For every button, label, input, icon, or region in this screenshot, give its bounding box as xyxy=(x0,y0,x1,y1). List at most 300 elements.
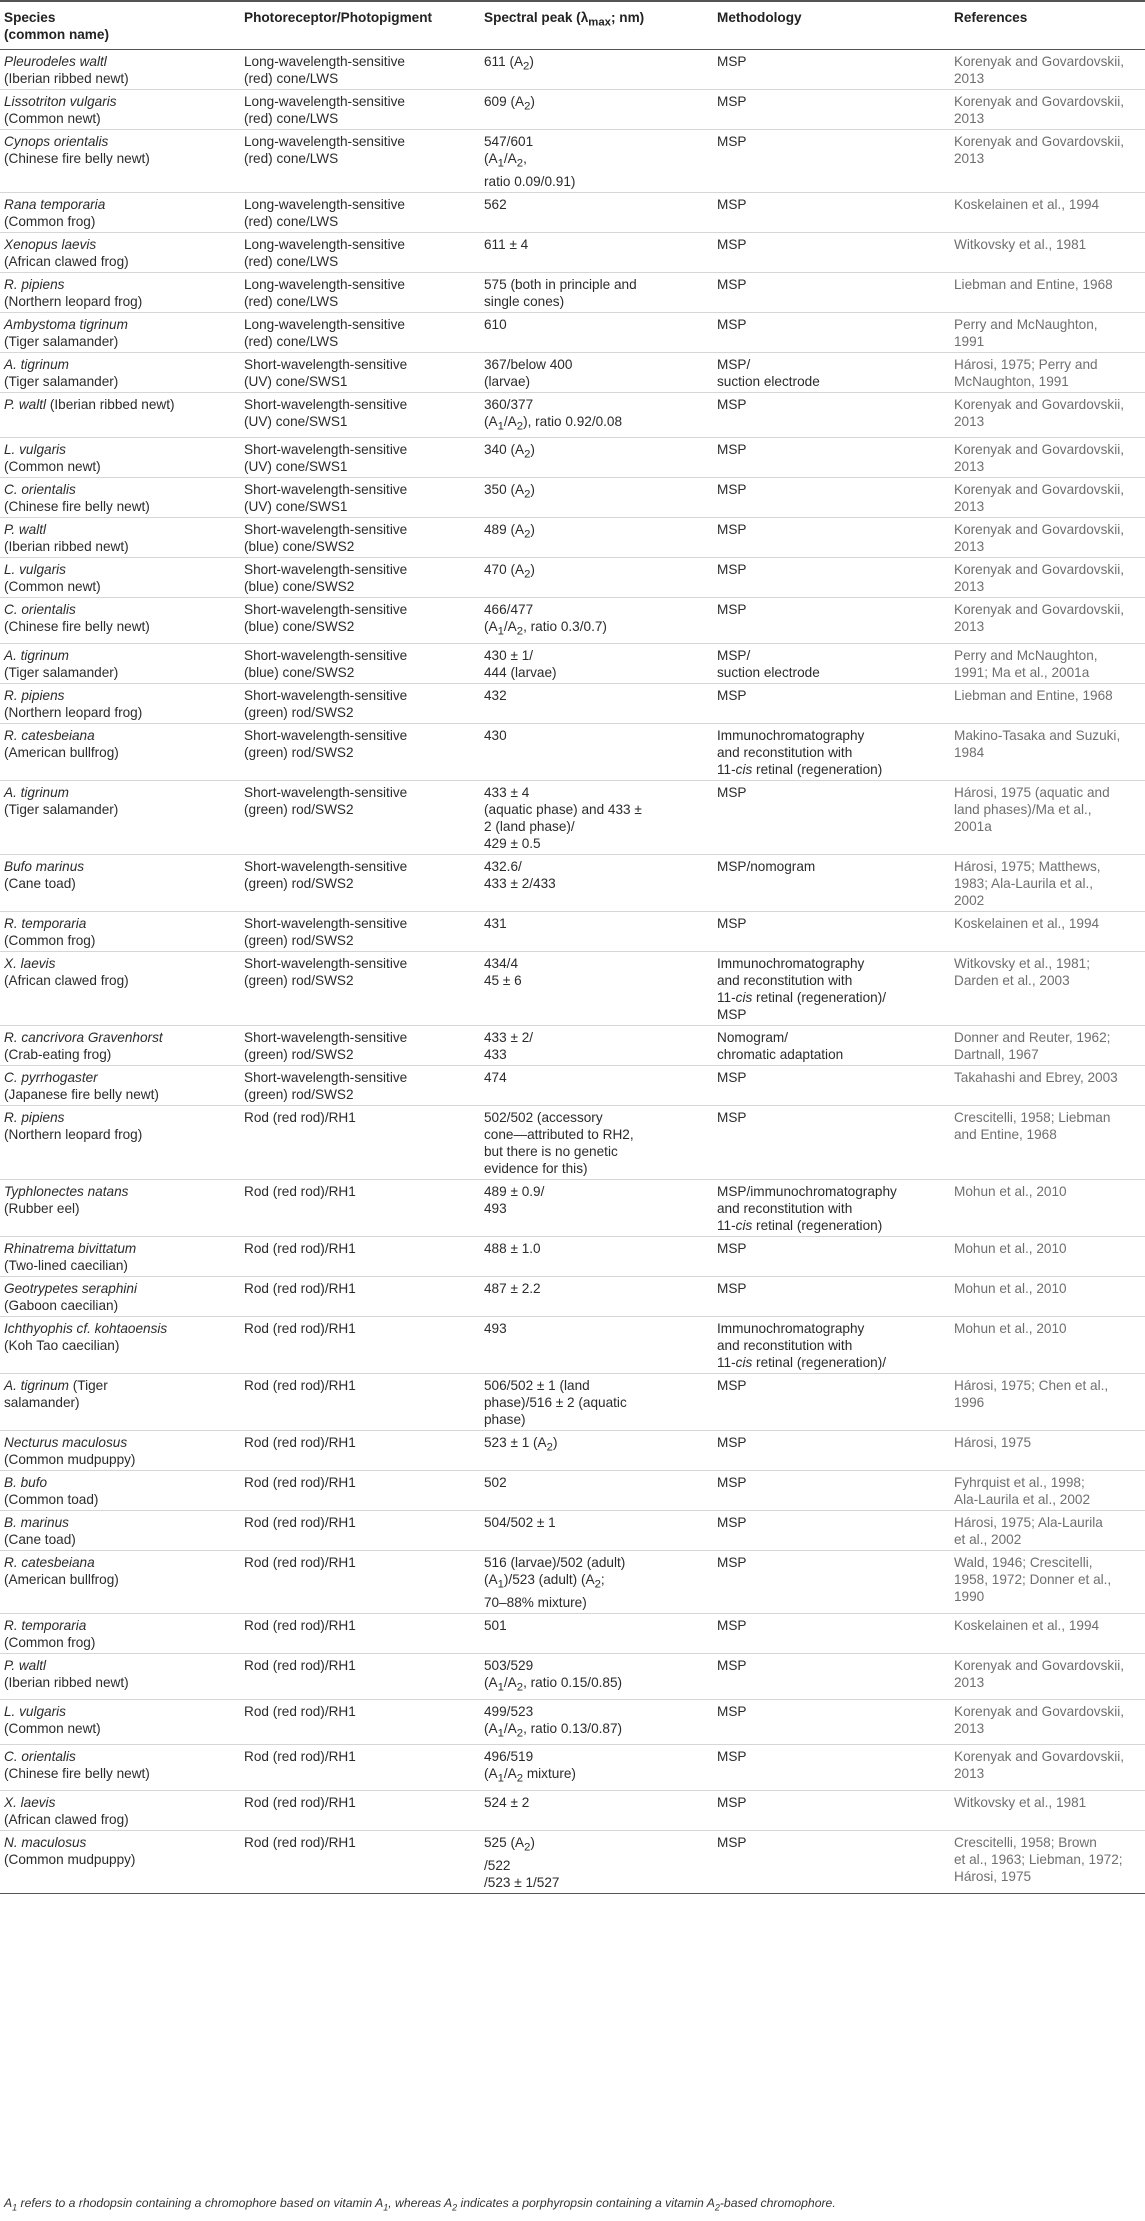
species-cell xyxy=(0,192,240,232)
spectral-peak-cell: 466/477 ($A_1/A_2$, ratio 0.3/0.7) xyxy=(480,598,713,644)
photoreceptor-cell: Long-wavelength-sensitive (red) cone/LWS xyxy=(240,192,480,232)
species-name: L. vulgaris xyxy=(4,562,66,578)
table-row xyxy=(0,724,1145,781)
species-name: Ambystoma tigrinum xyxy=(4,316,128,332)
species-name: P. waltl xyxy=(4,1657,47,1673)
spectral-peak-cell: 489 $(A_2)$ xyxy=(480,518,713,558)
table-row xyxy=(0,50,1145,90)
methodology-cell: MSP xyxy=(713,1613,950,1653)
species-name: P. waltl xyxy=(4,396,47,412)
spectral-peak-cell: 499/523 ($A_1/A_2$, ratio 0.13/0.87) xyxy=(480,1699,713,1745)
common-name: (African clawed frog) xyxy=(4,253,129,269)
common-name: (Iberian ribbed newt) xyxy=(49,396,175,412)
species-cell xyxy=(0,644,240,684)
species-name: C. orientalis xyxy=(4,602,76,618)
common-name: (Common frog) xyxy=(4,1634,96,1650)
species-cell xyxy=(0,518,240,558)
table-row xyxy=(0,684,1145,724)
common-name: (Common mudpuppy) xyxy=(4,1452,136,1468)
common-name: (Tiger salamander) xyxy=(4,665,119,681)
species-name: R. temporaria xyxy=(4,1617,87,1633)
spectral-peak-cell: 496/519 ($A_1/A_2$ mixture) xyxy=(480,1745,713,1791)
reference-cell: Hárosi, 1975; Perry and McNaughton, 1991 xyxy=(950,352,1145,392)
species-name: C. orientalis xyxy=(4,482,76,498)
species-name: N. maculosus xyxy=(4,1835,87,1851)
photoreceptor-cell: Rod (red rod)/RH1 xyxy=(240,1237,480,1277)
species-cell xyxy=(0,90,240,130)
species-name: Geotrypetes seraphini xyxy=(4,1281,137,1297)
photoreceptor-cell: Rod (red rod)/RH1 xyxy=(240,1745,480,1791)
spectral-peak-cell: 525 $(A_2)$ /522 /523 ± 1/527 xyxy=(480,1831,713,1894)
reference-cell: Korenyak and Govardovskii, 2013 xyxy=(950,598,1145,644)
species-cell xyxy=(0,272,240,312)
reference-cell: Hárosi, 1975 (aquatic and land phases)/Ma et al., 2001a xyxy=(950,781,1145,855)
reference-cell: Fyhrquist et al., 1998; Ala-Laurila et al., 2002 xyxy=(950,1471,1145,1511)
photoreceptor-cell: Long-wavelength-sensitive (red) cone/LWS xyxy=(240,50,480,90)
common-name: (Chinese fire belly newt) xyxy=(4,499,150,515)
spectral-peak-cell: 433 ± 2/ 433 xyxy=(480,1026,713,1066)
reference-cell: Donner and Reuter, 1962; Dartnall, 1967 xyxy=(950,1026,1145,1066)
common-name: (Common newt) xyxy=(4,459,101,475)
species-cell xyxy=(0,1237,240,1277)
header-species: Species (common name) xyxy=(0,1,240,50)
photoreceptor-cell: Short-wavelength-sensitive (green) rod/SWS2 xyxy=(240,781,480,855)
table-row xyxy=(0,644,1145,684)
photoreceptor-cell: Short-wavelength-sensitive (green) rod/SWS2 xyxy=(240,684,480,724)
methodology-cell: MSP xyxy=(713,1431,950,1471)
spectral-peak-cell: 493 xyxy=(480,1317,713,1374)
table-row xyxy=(0,1317,1145,1374)
reference-cell: Korenyak and Govardovskii, 2013 xyxy=(950,478,1145,518)
table-row xyxy=(0,192,1145,232)
methodology-cell: MSP xyxy=(713,50,950,90)
spectral-peak-cell: 350 $(A_2)$ xyxy=(480,478,713,518)
table-row xyxy=(0,1066,1145,1106)
methodology-cell: MSP/ suction electrode xyxy=(713,352,950,392)
spectral-peak-cell: 502/502 (accessory cone—attributed to RH2, but there is no genetic evidence for this) xyxy=(480,1106,713,1180)
methodology-cell: MSP xyxy=(713,90,950,130)
header-row xyxy=(0,1,1145,50)
methodology-cell: MSP xyxy=(713,1277,950,1317)
species-name: R. catesbeiana xyxy=(4,1555,95,1571)
reference-cell: Perry and McNaughton, 1991 xyxy=(950,312,1145,352)
spectral-peak-cell: 340 $(A_2)$ xyxy=(480,438,713,478)
photoreceptor-cell: Rod (red rod)/RH1 xyxy=(240,1471,480,1511)
species-cell xyxy=(0,1277,240,1317)
common-name: (Cane toad) xyxy=(4,1532,76,1548)
table-row xyxy=(0,518,1145,558)
photoreceptor-cell: Short-wavelength-sensitive (green) rod/SWS2 xyxy=(240,1066,480,1106)
spectral-peak-cell: 609 $(A_2)$ xyxy=(480,90,713,130)
species-cell xyxy=(0,598,240,644)
table-row xyxy=(0,1431,1145,1471)
common-name: (Cane toad) xyxy=(4,876,76,892)
photoreceptor-cell: Rod (red rod)/RH1 xyxy=(240,1831,480,1894)
species-name: Typhlonectes natans xyxy=(4,1184,129,1200)
common-name: (Iberian ribbed newt) xyxy=(4,539,129,555)
photoreceptor-cell: Short-wavelength-sensitive (UV) cone/SWS1 xyxy=(240,438,480,478)
common-name: (Common frog) xyxy=(4,933,96,949)
species-cell xyxy=(0,392,240,438)
species-name: R. catesbeiana xyxy=(4,728,95,744)
species-cell xyxy=(0,130,240,193)
spectral-peak-cell: 504/502 ± 1 xyxy=(480,1511,713,1551)
common-name: (Northern leopard frog) xyxy=(4,705,143,721)
methodology-cell: MSP xyxy=(713,1831,950,1894)
methodology-cell: Immunochromatography and reconstitution with 11-cis retinal (regeneration)/ MSP xyxy=(713,952,950,1026)
table-row xyxy=(0,478,1145,518)
common-name: (Rubber eel) xyxy=(4,1201,80,1217)
photoreceptor-cell: Rod (red rod)/RH1 xyxy=(240,1551,480,1614)
common-name: (Crab-eating frog) xyxy=(4,1047,112,1063)
photoreceptor-cell: Rod (red rod)/RH1 xyxy=(240,1180,480,1237)
photoreceptor-cell: Rod (red rod)/RH1 xyxy=(240,1699,480,1745)
common-name: (Two-lined caecilian) xyxy=(4,1258,128,1274)
species-cell xyxy=(0,1066,240,1106)
species-name: Lissotriton vulgaris xyxy=(4,94,117,109)
table-row xyxy=(0,438,1145,478)
reference-cell: Korenyak and Govardovskii, 2013 xyxy=(950,90,1145,130)
table-row xyxy=(0,1471,1145,1511)
species-cell xyxy=(0,352,240,392)
reference-cell: Crescitelli, 1958; Liebman and Entine, 1968 xyxy=(950,1106,1145,1180)
table-row xyxy=(0,598,1145,644)
species-name: X. laevis xyxy=(4,1795,56,1811)
methodology-cell: Immunochromatography and reconstitution with 11-cis retinal (regeneration)/ xyxy=(713,1317,950,1374)
spectral-peak-cell: 516 (larvae)/502 (adult) $(A_1)/523$ (adult) ($A_2$; 70–88% mixture) xyxy=(480,1551,713,1614)
spectral-peak-cell: 431 xyxy=(480,912,713,952)
reference-cell: Hárosi, 1975; Chen et al., 1996 xyxy=(950,1374,1145,1431)
species-name: Bufo marinus xyxy=(4,859,85,875)
species-cell xyxy=(0,1831,240,1894)
table-row xyxy=(0,1791,1145,1831)
table-row xyxy=(0,1277,1145,1317)
species-name: Ichthyophis cf. kohtaoensis xyxy=(4,1321,168,1337)
methodology-cell: MSP/ suction electrode xyxy=(713,644,950,684)
table-row xyxy=(0,952,1145,1026)
reference-cell: Hárosi, 1975; Matthews, 1983; Ala-Laurila et al., 2002 xyxy=(950,855,1145,912)
reference-cell: Liebman and Entine, 1968 xyxy=(950,684,1145,724)
methodology-cell: MSP xyxy=(713,272,950,312)
table-row xyxy=(0,232,1145,272)
methodology-cell: MSP xyxy=(713,1374,950,1431)
spectral-peak-cell: 506/502 ± 1 (land phase)/516 ± 2 (aquatic phase) xyxy=(480,1374,713,1431)
species-name: A. tigrinum xyxy=(4,1378,69,1394)
species-cell xyxy=(0,438,240,478)
common-name: (Tiger salamander) xyxy=(4,333,119,349)
spectral-peak-cell: 611 ± 4 xyxy=(480,232,713,272)
common-name: (Common newt) xyxy=(4,579,101,595)
photoreceptor-cell: Rod (red rod)/RH1 xyxy=(240,1106,480,1180)
reference-cell: Korenyak and Govardovskii, 2013 xyxy=(950,130,1145,193)
methodology-cell: MSP xyxy=(713,192,950,232)
species-cell xyxy=(0,855,240,912)
methodology-cell: MSP xyxy=(713,478,950,518)
table-row xyxy=(0,1511,1145,1551)
common-name: (Chinese fire belly newt) xyxy=(4,619,150,635)
species-cell xyxy=(0,1106,240,1180)
photoreceptor-cell: Short-wavelength-sensitive (green) rod/SWS2 xyxy=(240,724,480,781)
methodology-cell: MSP xyxy=(713,518,950,558)
species-name: Xenopus laevis xyxy=(4,236,97,252)
methodology-cell: Immunochromatography and reconstitution with 11-cis retinal (regeneration) xyxy=(713,724,950,781)
species-name: A. tigrinum xyxy=(4,648,69,664)
species-cell xyxy=(0,781,240,855)
reference-cell: Witkovsky et al., 1981; Darden et al., 2003 xyxy=(950,952,1145,1026)
spectral-peak-cell: 430 ± 1/ 444 (larvae) xyxy=(480,644,713,684)
species-cell xyxy=(0,478,240,518)
reference-cell: Korenyak and Govardovskii, 2013 xyxy=(950,438,1145,478)
table-row xyxy=(0,1374,1145,1431)
common-name: (Common toad) xyxy=(4,1492,99,1508)
photoreceptor-cell: Rod (red rod)/RH1 xyxy=(240,1317,480,1374)
photoreceptor-cell: Short-wavelength-sensitive (UV) cone/SWS1 xyxy=(240,392,480,438)
species-cell xyxy=(0,1026,240,1066)
methodology-cell: MSP xyxy=(713,598,950,644)
reference-cell: Koskelainen et al., 1994 xyxy=(950,1613,1145,1653)
table-footnote: $A_1$ refers to a rhodopsin containing a chromophore based on vitamin $A_1$, whereas $A_2$ indicates a porphyropsin containing a vitamin $A_2$-based chromophore. xyxy=(4,2196,836,2213)
species-name: P. waltl xyxy=(4,522,47,538)
common-name: (American bullfrog) xyxy=(4,745,119,761)
common-name: (Common newt) xyxy=(4,1720,101,1736)
spectral-peak-cell: 360/377 $(A_1/A_2)$, ratio 0.92/0.08 xyxy=(480,392,713,438)
table-row xyxy=(0,1180,1145,1237)
reference-cell: Wald, 1946; Crescitelli, 1958, 1972; Donner et al., 1990 xyxy=(950,1551,1145,1614)
reference-cell: Korenyak and Govardovskii, 2013 xyxy=(950,558,1145,598)
reference-cell: Korenyak and Govardovskii, 2013 xyxy=(950,1699,1145,1745)
reference-cell: Koskelainen et al., 1994 xyxy=(950,912,1145,952)
species-cell xyxy=(0,1317,240,1374)
photoreceptor-cell: Long-wavelength-sensitive (red) cone/LWS xyxy=(240,272,480,312)
common-name: (African clawed frog) xyxy=(4,973,129,989)
species-cell xyxy=(0,1180,240,1237)
species-cell xyxy=(0,1791,240,1831)
photoreceptor-cell: Short-wavelength-sensitive (blue) cone/SWS2 xyxy=(240,558,480,598)
table-row xyxy=(0,312,1145,352)
species-name: R. pipiens xyxy=(4,276,65,292)
methodology-cell: MSP xyxy=(713,392,950,438)
species-name: A. tigrinum xyxy=(4,356,69,372)
species-cell xyxy=(0,232,240,272)
common-name: (Tiger salamander) xyxy=(4,373,119,389)
reference-cell: Mohun et al., 2010 xyxy=(950,1180,1145,1237)
reference-cell: Korenyak and Govardovskii, 2013 xyxy=(950,392,1145,438)
table-row xyxy=(0,558,1145,598)
photoreceptor-cell: Short-wavelength-sensitive (green) rod/SWS2 xyxy=(240,855,480,912)
spectral-peak-cell: 523 ± 1 $(A_2)$ xyxy=(480,1431,713,1471)
spectral-peak-cell: 432.6/ 433 ± 2/433 xyxy=(480,855,713,912)
reference-cell: Liebman and Entine, 1968 xyxy=(950,272,1145,312)
table-row xyxy=(0,272,1145,312)
reference-cell: Mohun et al., 2010 xyxy=(950,1317,1145,1374)
species-cell xyxy=(0,1745,240,1791)
methodology-cell: MSP xyxy=(713,1551,950,1614)
species-name: B. bufo xyxy=(4,1475,48,1491)
species-cell xyxy=(0,1471,240,1511)
species-name: A. tigrinum xyxy=(4,785,69,801)
common-name: (American bullfrog) xyxy=(4,1572,119,1588)
species-cell xyxy=(0,1699,240,1745)
species-cell xyxy=(0,558,240,598)
photoreceptor-cell: Short-wavelength-sensitive (green) rod/SWS2 xyxy=(240,952,480,1026)
species-name: Cynops orientalis xyxy=(4,134,109,149)
reference-cell: Korenyak and Govardovskii, 2013 xyxy=(950,50,1145,90)
common-name: (Gaboon caecilian) xyxy=(4,1298,119,1314)
species-name: L. vulgaris xyxy=(4,1703,66,1719)
photoreceptor-cell: Rod (red rod)/RH1 xyxy=(240,1613,480,1653)
common-name: (Northern leopard frog) xyxy=(4,1127,143,1143)
species-name: R. cancrivora Gravenhorst xyxy=(4,1030,163,1046)
methodology-cell: MSP xyxy=(713,1106,950,1180)
reference-cell: Witkovsky et al., 1981 xyxy=(950,1791,1145,1831)
common-name: (African clawed frog) xyxy=(4,1812,129,1828)
common-name: (Iberian ribbed newt) xyxy=(4,1674,129,1690)
common-name: (Chinese fire belly newt) xyxy=(4,1766,150,1782)
spectral-peak-cell: 432 xyxy=(480,684,713,724)
spectral-peak-cell: 430 xyxy=(480,724,713,781)
spectral-peak-cell: 488 ± 1.0 xyxy=(480,1237,713,1277)
species-name: C. pyrrhogaster xyxy=(4,1070,98,1086)
reference-cell: Hárosi, 1975 xyxy=(950,1431,1145,1471)
species-name: Rana temporaria xyxy=(4,196,106,212)
table-row xyxy=(0,855,1145,912)
common-name: (Iberian ribbed newt) xyxy=(4,71,129,86)
species-name: Rhinatrema bivittatum xyxy=(4,1241,137,1257)
common-name: (Chinese fire belly newt) xyxy=(4,151,150,166)
species-name: X. laevis xyxy=(4,956,56,972)
photoreceptor-cell: Short-wavelength-sensitive (UV) cone/SWS1 xyxy=(240,352,480,392)
table-row xyxy=(0,1026,1145,1066)
reference-cell: Korenyak and Govardovskii, 2013 xyxy=(950,518,1145,558)
methodology-cell: MSP xyxy=(713,1745,950,1791)
table-header xyxy=(0,1,1145,50)
spectral-peak-cell: 610 xyxy=(480,312,713,352)
table-row xyxy=(0,392,1145,438)
table-row xyxy=(0,1106,1145,1180)
methodology-cell: Nomogram/ chromatic adaptation xyxy=(713,1026,950,1066)
methodology-cell: MSP xyxy=(713,1066,950,1106)
species-cell xyxy=(0,1613,240,1653)
species-cell xyxy=(0,1653,240,1699)
table-row xyxy=(0,1745,1145,1791)
table-row xyxy=(0,1653,1145,1699)
reference-cell: Koskelainen et al., 1994 xyxy=(950,192,1145,232)
photoreceptor-cell: Rod (red rod)/RH1 xyxy=(240,1277,480,1317)
common-name: (Common frog) xyxy=(4,213,96,229)
table-row xyxy=(0,912,1145,952)
spectral-peak-cell: 502 xyxy=(480,1471,713,1511)
table-body xyxy=(0,50,1145,1894)
species-cell xyxy=(0,1431,240,1471)
species-cell xyxy=(0,1511,240,1551)
table-row xyxy=(0,352,1145,392)
spectral-peak-cell: 547/601 ($A_1/A_2$, ratio 0.09/0.91) xyxy=(480,130,713,193)
header-photoreceptor: Photoreceptor/Photopigment xyxy=(240,1,480,50)
species-name: B. marinus xyxy=(4,1515,69,1531)
photoreceptor-cell: Rod (red rod)/RH1 xyxy=(240,1653,480,1699)
reference-cell: Mohun et al., 2010 xyxy=(950,1277,1145,1317)
header-spectral-peak: Spectral peak ($\lambda_{max}$; nm) xyxy=(480,1,713,50)
spectral-peak-cell: 487 ± 2.2 xyxy=(480,1277,713,1317)
common-name: (Common newt) xyxy=(4,111,101,126)
photoreceptor-cell: Short-wavelength-sensitive (UV) cone/SWS1 xyxy=(240,478,480,518)
spectral-peak-cell: 489 ± 0.9/ 493 xyxy=(480,1180,713,1237)
methodology-cell: MSP xyxy=(713,1653,950,1699)
reference-cell: Korenyak and Govardovskii, 2013 xyxy=(950,1745,1145,1791)
header-references: References xyxy=(950,1,1145,50)
species-cell xyxy=(0,50,240,90)
species-name: R. pipiens xyxy=(4,1110,65,1126)
species-name: L. vulgaris xyxy=(4,442,66,458)
photoreceptor-cell: Rod (red rod)/RH1 xyxy=(240,1431,480,1471)
species-cell xyxy=(0,912,240,952)
common-name: (Common mudpuppy) xyxy=(4,1852,136,1868)
methodology-cell: MSP xyxy=(713,1791,950,1831)
photoreceptor-cell: Rod (red rod)/RH1 xyxy=(240,1374,480,1431)
table-row xyxy=(0,1613,1145,1653)
photoreceptor-cell: Long-wavelength-sensitive (red) cone/LWS xyxy=(240,130,480,193)
reference-cell: Crescitelli, 1958; Brown et al., 1963; Liebman, 1972; Hárosi, 1975 xyxy=(950,1831,1145,1894)
methodology-cell: MSP xyxy=(713,684,950,724)
reference-cell: Hárosi, 1975; Ala-Laurila et al., 2002 xyxy=(950,1511,1145,1551)
spectral-peak-cell: 503/529 ($A_1/A_2$, ratio 0.15/0.85) xyxy=(480,1653,713,1699)
species-cell xyxy=(0,724,240,781)
table-row xyxy=(0,1551,1145,1614)
methodology-cell: MSP xyxy=(713,1511,950,1551)
methodology-cell: MSP xyxy=(713,312,950,352)
table-row xyxy=(0,781,1145,855)
table-row xyxy=(0,90,1145,130)
table-row xyxy=(0,1237,1145,1277)
methodology-cell: MSP xyxy=(713,1237,950,1277)
spectral-peak-cell: 433 ± 4 (aquatic phase) and 433 ± 2 (land phase)/ 429 ± 0.5 xyxy=(480,781,713,855)
methodology-cell: MSP xyxy=(713,438,950,478)
species-name: C. orientalis xyxy=(4,1749,76,1765)
common-name: (Japanese fire belly newt) xyxy=(4,1087,159,1103)
spectral-peak-cell: 434/4 45 ± 6 xyxy=(480,952,713,1026)
species-cell xyxy=(0,312,240,352)
spectral-peak-cell: 524 ± 2 xyxy=(480,1791,713,1831)
methodology-cell: MSP/nomogram xyxy=(713,855,950,912)
photoreceptor-cell: Short-wavelength-sensitive (blue) cone/SWS2 xyxy=(240,598,480,644)
reference-cell: Takahashi and Ebrey, 2003 xyxy=(950,1066,1145,1106)
reference-cell: Makino-Tasaka and Suzuki, 1984 xyxy=(950,724,1145,781)
reference-cell: Witkovsky et al., 1981 xyxy=(950,232,1145,272)
reference-cell: Mohun et al., 2010 xyxy=(950,1237,1145,1277)
methodology-cell: MSP xyxy=(713,130,950,193)
table-row xyxy=(0,1831,1145,1894)
photoreceptor-cell: Short-wavelength-sensitive (green) rod/SWS2 xyxy=(240,1026,480,1066)
common-name: (Tiger salamander) xyxy=(4,802,119,818)
methodology-cell: MSP xyxy=(713,912,950,952)
species-cell xyxy=(0,684,240,724)
photoreceptor-cell: Short-wavelength-sensitive (blue) cone/SWS2 xyxy=(240,518,480,558)
species-name: R. temporaria xyxy=(4,916,87,932)
species-name: Pleurodeles waltl xyxy=(4,54,107,69)
photoreceptor-cell: Long-wavelength-sensitive (red) cone/LWS xyxy=(240,90,480,130)
common-name: (Tiger salamander) xyxy=(4,1378,108,1411)
reference-cell: Korenyak and Govardovskii, 2013 xyxy=(950,1653,1145,1699)
header-methodology: Methodology xyxy=(713,1,950,50)
spectral-peak-cell: 470 $(A_2)$ xyxy=(480,558,713,598)
spectral-peak-cell: 611 $(A_2)$ xyxy=(480,50,713,90)
methodology-cell: MSP xyxy=(713,1699,950,1745)
photoreceptor-cell: Long-wavelength-sensitive (red) cone/LWS xyxy=(240,232,480,272)
methodology-cell: MSP/immunochromatography and reconstitution with 11-cis retinal (regeneration) xyxy=(713,1180,950,1237)
species-name: Necturus maculosus xyxy=(4,1435,128,1451)
methodology-cell: MSP xyxy=(713,232,950,272)
species-cell xyxy=(0,1374,240,1431)
